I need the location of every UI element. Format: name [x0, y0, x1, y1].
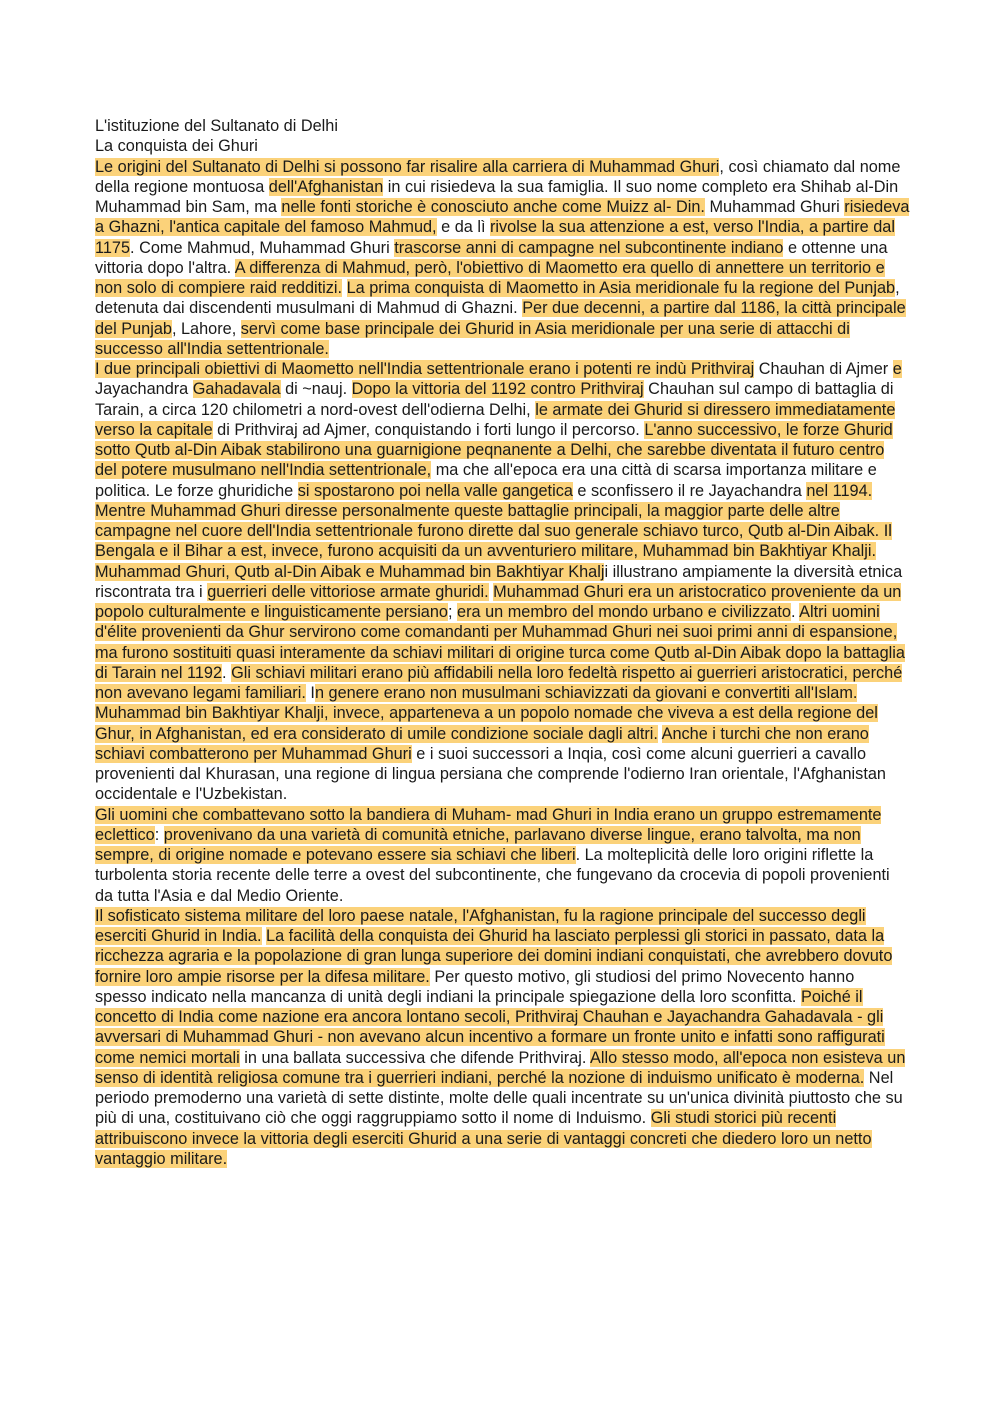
- highlighted-text: risiedeva a Ghazni, l'antica capitale del famoso Mahmud,: [95, 198, 910, 237]
- highlighted-text: le armate dei Ghurid si diressero immediatamente verso la capitale: [95, 400, 896, 439]
- highlighted-text: L'anno successivo, le forze Ghurid sotto Qutb al-Din Aibak stabilirono una guarnigione peqnanente a Delhi, che sarebbe diventata il futuro centro del potere musulmano nell'India settentrionale,: [95, 420, 893, 480]
- text-segment: Jayachandra: [95, 380, 193, 399]
- text-segment: ;: [447, 603, 458, 621]
- paragraph: [95, 805, 910, 906]
- paragraph: [95, 359, 910, 562]
- text-segment: . Come Mahmud, Muhammad Ghuri: [130, 238, 395, 257]
- document-subtitle: La conquista dei Ghuri: [95, 137, 258, 156]
- highlighted-text: servì come base principale dei Ghurid in Asia meridionale per una serie di attacchi di successo all'India settentrionale.: [95, 319, 850, 358]
- highlighted-text: Il sofisticato sistema militare del loro paese natale, l'Afghanistan, fu la ragione principale del successo degli eserciti Ghurid in India.: [95, 906, 866, 945]
- highlighted-text: Mentre Muhammad Ghuri diresse personalmente queste battaglie principali, la maggior parte delle altre campagne nel cuore dell'India settentrionale furono dirette dal suo generale schiavo turco, Qutb al-Din Aibak. Il Bengala e il Bihar a est, invece, furono acquisiti da un avventuriero militare, Muhammad bin Bakhtiyar Khalji.: [95, 501, 892, 561]
- document-body: [95, 116, 910, 1169]
- text-segment: Nel periodo premoderno una varietà di sette distinte, molte delle quali incentrate su un'unica divinità piuttosto che su più di una, costituivano ciò che oggi raggruppiamo sotto il nome di Induismo.: [95, 1068, 903, 1128]
- document-title: L'istituzione del Sultanato di Delhi: [95, 117, 338, 135]
- highlighted-text: Allo stesso modo, all'epoca non esisteva un senso di identità religiosa comune tra i guerrieri indiani, perché la nozione di induismo unificato è moderna.: [95, 1048, 906, 1087]
- text-segment: Per questo motivo, gli studiosi del primo Novecento hanno spesso indicato nella mancanza di unità degli indiani la principale spiegazione della loro sconfitta.: [95, 967, 855, 1006]
- paragraph: [95, 562, 910, 805]
- text-segment: in cui risiedeva la sua famiglia. Il suo nome completo era Shihab al-Din Muhammad bin Sam, ma: [95, 177, 899, 216]
- highlighted-text: Le origini del Sultanato di Delhi si possono far risalire alla carriera di Muhammad Ghuri: [95, 157, 720, 176]
- text-segment: :: [154, 825, 164, 844]
- text-segment: [342, 279, 347, 297]
- text-segment: Muhammad Ghuri: [704, 198, 845, 216]
- highlighted-text: Gli studi storici più recenti attribuiscono invece la vittoria degli eserciti Ghurid a una serie di vantaggi concreti che diedero loro un netto vantaggio militare.: [95, 1109, 872, 1168]
- highlighted-text: Per due decenni, a partire dal 1186, la città principale del Punjab: [95, 299, 906, 338]
- text-segment: , Lahore,: [171, 319, 241, 338]
- highlighted-text: e: [892, 360, 902, 378]
- text-segment: Chauhan di Ajmer: [754, 360, 893, 378]
- highlighted-text: Gahadavala: [192, 380, 281, 399]
- text-segment: , così chiamato dal nome della regione montuosa: [95, 157, 901, 196]
- text-segment: .: [791, 603, 800, 621]
- highlighted-text: I due principali obiettivi di Maometto nell'India settentrionale erano i potenti re indù Prithviraj: [95, 360, 755, 378]
- highlighted-text: Altri uomini d'élite provenienti da Ghur servirono come comandanti per Muhammad Ghuri nei suoi primi anni di espansione, ma furono sostituiti quasi interamente da schiavi militari di origine turca come Qutb al-Din Aibak dopo la battaglia di Tarain nel 1192: [95, 603, 905, 682]
- text-segment: e sconfissero il re Jayachandra: [572, 481, 807, 500]
- highlighted-text: Muhammad Ghuri, Qutb al-Din Aibak e Muhammad bin Bakhtiyar Khalj: [95, 562, 605, 581]
- highlighted-text: Dopo la vittoria del 1192 contro Prithviraj: [351, 380, 644, 399]
- text-segment: .: [222, 663, 232, 682]
- highlighted-text: A differenza di Mahmud, però, l'obiettivo di Maometto era quello di annettere un territorio e non solo di compiere raid redditizi.: [95, 258, 885, 297]
- text-segment: in una ballata successiva che difende Prithviraj.: [239, 1048, 591, 1067]
- paragraph: [95, 906, 910, 1169]
- text-segment: di Prithviraj ad Ajmer, conquistando i forti lungo il percorso.: [212, 420, 645, 439]
- highlighted-text: si spostarono poi nella valle gangetica: [297, 481, 573, 500]
- highlighted-text: Anche i turchi che non erano schiavi combatterono per Muhammad Ghuri: [95, 724, 869, 763]
- text-segment: e ottenne una vittoria dopo l'altra.: [95, 238, 888, 277]
- highlighted-text: dell'Afghanistan: [268, 177, 384, 196]
- text-segment: ma che all'epoca era una città di scarsa importanza militare e politica. Le forze ghuridiche: [95, 461, 877, 500]
- highlighted-text: Poiché il concetto di India come nazione era ancora lontano secoli, Prithviraj Chauhan e Jayachandra Gahadavala - gli avversari di Muhammad Ghuri - non avevano alcun incentivo a formare un fronte unito e infatti sono raffigurati come nemici mortali: [95, 987, 885, 1067]
- text-segment: e da lì: [436, 218, 490, 237]
- highlighted-text: Muhammad Ghuri era un aristocratico proveniente da un popolo culturalmente e linguisticamente persiano: [95, 582, 902, 621]
- highlighted-text: Muhammad bin Bakhtiyar Khalji, invece, apparteneva a un popolo nomade che viveva a est della regione del Ghur, in Afghanistan, ed era considerato di umile condizione sociale dagli altri.: [95, 704, 878, 743]
- text-segment: I: [305, 684, 315, 702]
- highlighted-text: era un membro del mondo urbano e civilizzato: [457, 603, 791, 621]
- text-segment: e i suoi successori a Inqia, così come alcuni guerrieri a cavallo provenienti dal Khurasan, una regione di lingua persiana che comprende l'odierno Iran orientale, l'Afghanistan occidentale e l'Uzbekistan.: [95, 744, 886, 804]
- highlighted-text: guerrieri delle vittoriose armate ghuridi.: [207, 582, 489, 601]
- highlighted-text: nel 1194.: [806, 481, 873, 500]
- text-segment: . La molteplicità delle loro origini riflette la turbolenta storia recente delle terre a ovest del subcontinente, che fungevano da crocevia di popoli provenienti da tutta l'Asia e dal Medio Oriente.: [95, 846, 890, 905]
- text-segment: i illustrano ampiamente la diversità etnica riscontrata tra i: [95, 562, 903, 601]
- highlighted-text: rivolse la sua attenzione a est, verso l'India, a partire dal 1175: [95, 218, 895, 257]
- paragraphs: [95, 157, 910, 1170]
- highlighted-text: Gli uomini che combattevano sotto la bandiera di Muham- mad Ghuri in India erano un gruppo estremamente eclettico: [95, 805, 882, 844]
- text-segment: , detenuta dai discendenti musulmani di Mahmud di Ghazni.: [95, 279, 900, 318]
- highlighted-text: provenivano da una varietà di comunità etniche, parlavano diverse lingue, erano talvolta, ma non sempre, di origine nomade e potevano essere sia schiavi che liberi: [95, 825, 861, 864]
- highlighted-text: La prima conquista di Maometto in Asia meridionale fu la regione del Punjab: [346, 279, 896, 297]
- paragraph: [95, 157, 910, 360]
- text-segment: di ~nauj.: [280, 380, 352, 399]
- text-segment: Chauhan sul campo di battaglia di Tarain, a circa 120 chilometri a nord-ovest dell'odierna Delhi,: [95, 380, 894, 419]
- highlighted-text: Gli schiavi militari erano più affidabili nella loro fedeltà rispetto ai guerrieri aristocratici, perché non avevano legami familiari.: [95, 663, 903, 702]
- highlighted-text: La facilità della conquista dei Ghurid ha lasciato perplessi gli storici in passato, data la ricchezza agraria e la popolazione di gran lunga superiore dei domini indiani conquistati, che avrebbero dovuto fornire loro ampie risorse per la difesa militare.: [95, 927, 893, 986]
- highlighted-text: n genere erano non musulmani schiavizzati da giovani e convertiti all'Islam.: [314, 684, 858, 702]
- highlighted-text: nelle fonti storiche è conosciuto anche come Muizz al- Din.: [281, 198, 705, 216]
- highlighted-text: trascorse anni di campagne nel subcontinente indiano: [394, 238, 784, 257]
